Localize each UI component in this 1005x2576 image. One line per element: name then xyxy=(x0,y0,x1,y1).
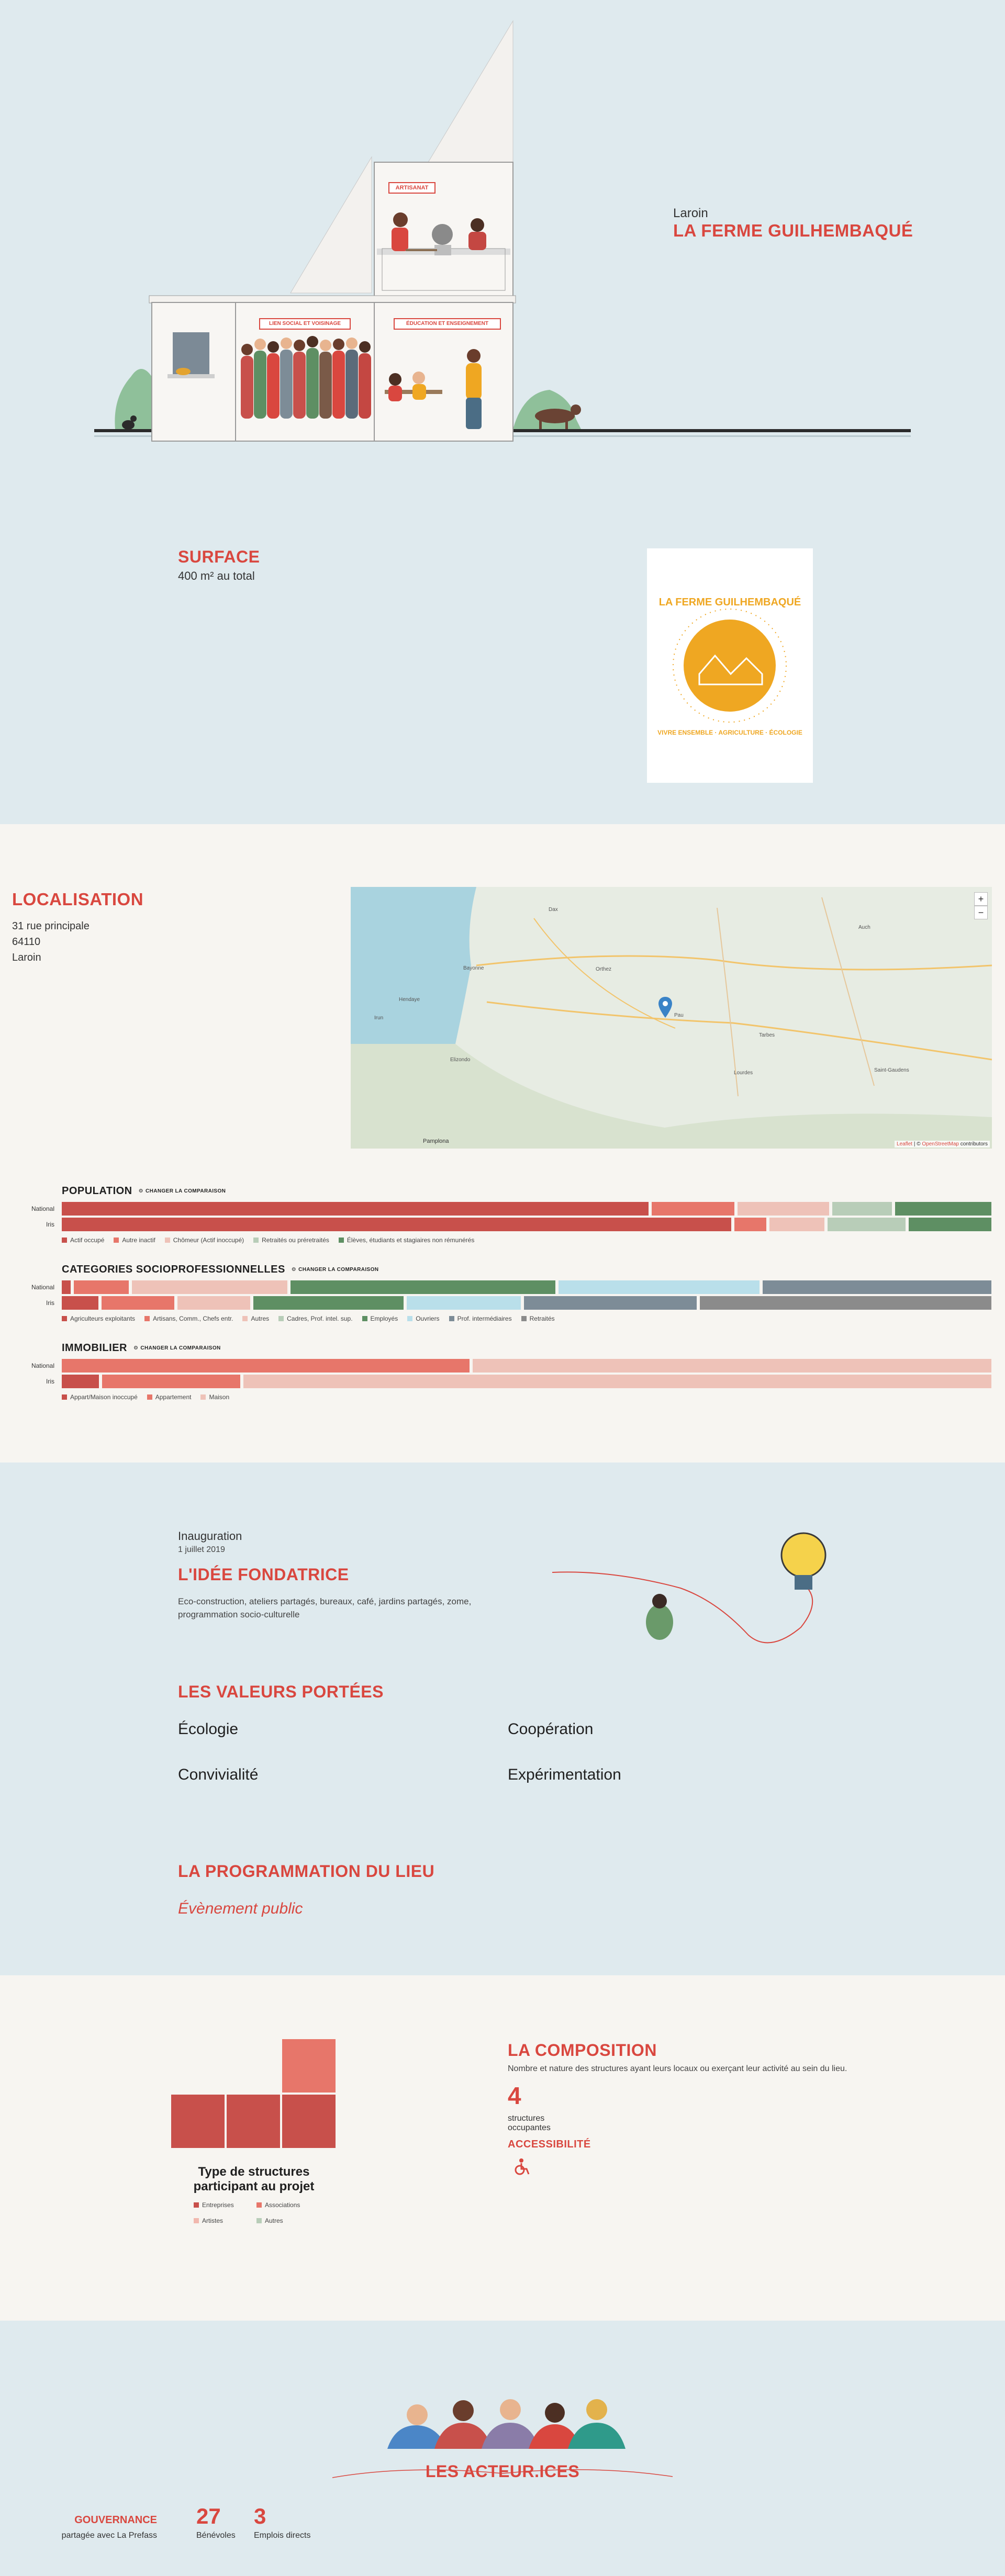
immobilier-bar-iris xyxy=(62,1375,991,1388)
csp-segment-iris-0[interactable] xyxy=(62,1296,98,1310)
map[interactable] xyxy=(351,887,992,1149)
logo-text-bottom: VIVRE ENSEMBLE · AGRICULTURE · ÉCOLOGIE xyxy=(657,729,802,736)
population-title-text: POPULATION xyxy=(62,1185,132,1197)
map-label-tarbes: Tarbes xyxy=(759,1032,775,1038)
value-cooperation: Coopération xyxy=(508,1720,594,1738)
legend-swatch xyxy=(194,2218,199,2223)
immobilier-segment-iris-0[interactable] xyxy=(62,1375,99,1388)
population-change-comparison-button[interactable]: ⚙ CHANGER LA COMPARAISON xyxy=(138,1188,226,1194)
csp-segment-iris-7[interactable] xyxy=(700,1296,991,1310)
csp-segment-national-4[interactable] xyxy=(291,1280,555,1294)
population-row-label-national: National xyxy=(31,1205,54,1212)
csp-legend-item: Cadres, Prof. intel. sup. xyxy=(278,1315,352,1322)
csp-title-text: CATEGORIES SOCIOPROFESSIONNELLES xyxy=(62,1264,285,1275)
address-line-postcode: 64110 xyxy=(12,936,41,948)
csp-legend-item: Ouvriers xyxy=(407,1315,439,1322)
legend-swatch xyxy=(194,2202,199,2208)
map-label-pau: Pau xyxy=(674,1013,684,1018)
csp-legend-item: Agriculteurs exploitants xyxy=(62,1315,135,1322)
csp-segment-national-5[interactable] xyxy=(559,1280,760,1294)
map-label-saint-gaudens: Saint-Gaudens xyxy=(874,1067,909,1073)
population-legend-item: Autre inactif xyxy=(114,1236,155,1244)
csp-segment-iris-4[interactable] xyxy=(253,1296,404,1310)
immobilier-legend-item: Maison xyxy=(200,1393,229,1401)
idea-section xyxy=(0,1463,1005,1975)
immobilier-segment-iris-2[interactable] xyxy=(243,1375,991,1388)
immobilier-legend xyxy=(62,1393,229,1401)
population-row-label-iris: Iris xyxy=(46,1221,54,1228)
actors-illustration xyxy=(385,2378,626,2449)
population-legend-item: Élèves, étudiants et stagiaires non rémunérés xyxy=(339,1236,474,1244)
csp-legend-item: Artisans, Comm., Chefs entr. xyxy=(144,1315,233,1322)
population-bar-iris xyxy=(62,1218,991,1231)
population-segment-national-4[interactable] xyxy=(895,1202,991,1216)
sign-education: ÉDUCATION ET ENSEIGNEMENT xyxy=(394,318,501,330)
csp-segment-iris-1[interactable] xyxy=(102,1296,174,1310)
map-tiles xyxy=(351,887,992,1149)
benevoles-count: 27 xyxy=(196,2504,221,2528)
csp-legend-item: Prof. intermédiaires xyxy=(449,1315,512,1322)
address-line-street: 31 rue principale xyxy=(12,920,90,932)
population-bar-national xyxy=(62,1202,991,1216)
map-label-orthez: Orthez xyxy=(596,966,612,972)
csp-segment-iris-5[interactable] xyxy=(407,1296,521,1310)
legend-swatch xyxy=(242,1316,248,1321)
immobilier-segment-iris-1[interactable] xyxy=(102,1375,241,1388)
population-segment-national-1[interactable] xyxy=(652,1202,734,1216)
legend-swatch xyxy=(147,1394,152,1400)
map-label-dax: Dax xyxy=(549,907,558,913)
csp-segment-national-1[interactable] xyxy=(74,1280,129,1294)
governance-label: GOUVERNANCE xyxy=(74,2514,157,2526)
population-segment-national-2[interactable] xyxy=(738,1202,829,1216)
legend-swatch xyxy=(521,1316,527,1321)
localisation-title: LOCALISATION xyxy=(12,890,144,909)
programmation-item: Évènement public xyxy=(178,1900,303,1917)
leaflet-link[interactable]: Leaflet xyxy=(897,1141,913,1147)
csp-legend xyxy=(62,1315,555,1322)
zoom-in-button[interactable]: + xyxy=(974,892,988,906)
map-label-irun: Irun xyxy=(374,1015,384,1021)
population-segment-iris-3[interactable] xyxy=(828,1218,906,1231)
surface-value: 400 m² au total xyxy=(178,569,255,582)
hero-section xyxy=(0,0,1005,824)
immobilier-row-label-national: National xyxy=(31,1362,54,1369)
map-label-lourdes: Lourdes xyxy=(734,1070,753,1076)
legend-swatch xyxy=(256,2218,262,2223)
location-marker-icon[interactable] xyxy=(658,997,672,1018)
csp-change-comparison-button[interactable]: ⚙ CHANGER LA COMPARAISON xyxy=(291,1267,379,1273)
waffle-cell-entreprises xyxy=(226,2094,281,2149)
csp-row-label-iris: Iris xyxy=(46,1299,54,1307)
actors-title: LES ACTEUR.ICES xyxy=(425,2462,580,2481)
population-legend-item: Actif occupé xyxy=(62,1236,104,1244)
population-title xyxy=(62,1185,226,1197)
building-illustration xyxy=(0,0,1005,824)
map-attribution: Leaflet | © OpenStreetMap contributors xyxy=(895,1141,990,1148)
legend-swatch xyxy=(200,1394,206,1400)
zoom-out-button[interactable]: − xyxy=(974,906,988,919)
legend-swatch xyxy=(144,1316,150,1321)
value-convivialite: Convivialité xyxy=(178,1766,259,1783)
population-segment-iris-1[interactable] xyxy=(734,1218,766,1231)
population-segment-national-3[interactable] xyxy=(832,1202,892,1216)
legend-swatch xyxy=(339,1238,344,1243)
idea-description: Eco-construction, ateliers partagés, bureaux, café, jardins partagés, zome, programmation socio-culturelle xyxy=(178,1596,472,1619)
waffle-legend-item: Associations xyxy=(256,2201,319,2209)
map-label-bayonne: Bayonne xyxy=(463,965,484,971)
legend-swatch xyxy=(62,1316,67,1321)
immobilier-segment-national-2[interactable] xyxy=(473,1359,991,1373)
waffle-cell-entreprises xyxy=(170,2094,226,2149)
csp-title xyxy=(62,1264,378,1276)
csp-segment-national-6[interactable] xyxy=(763,1280,991,1294)
structures-waffle-chart xyxy=(170,2038,338,2153)
place-title: LA FERME GUILHEMBAQUÉ xyxy=(673,221,913,240)
csp-legend-item: Autres xyxy=(242,1315,269,1322)
address-line-city: Laroin xyxy=(12,952,41,963)
csp-bar-iris xyxy=(62,1296,991,1310)
legend-swatch xyxy=(62,1238,67,1243)
logo-card xyxy=(647,548,813,783)
surface-label: SURFACE xyxy=(178,547,260,566)
settings-icon: ⚙ xyxy=(138,1188,144,1194)
population-segment-iris-2[interactable] xyxy=(769,1218,824,1231)
csp-segment-national-0[interactable] xyxy=(62,1280,71,1294)
csp-bar-national xyxy=(62,1280,991,1294)
composition-section xyxy=(0,1975,1005,2321)
map-label-pamplona: Pamplona xyxy=(423,1138,449,1144)
immobilier-title-text: IMMOBILIER xyxy=(62,1342,127,1354)
immobilier-legend-item: Appart/Maison inoccupé xyxy=(62,1393,138,1401)
waffle-legend-item: Entreprises xyxy=(194,2201,256,2209)
address-block xyxy=(12,918,90,965)
emplois-count: 3 xyxy=(254,2504,266,2528)
immobilier-segment-national-1[interactable] xyxy=(62,1359,470,1373)
values-title: LES VALEURS PORTÉES xyxy=(178,1682,384,1701)
map-label-elizondo: Elizondo xyxy=(450,1057,471,1063)
legend-swatch xyxy=(362,1316,367,1321)
csp-segment-iris-6[interactable] xyxy=(524,1296,697,1310)
csp-segment-iris-2[interactable] xyxy=(177,1296,250,1310)
population-legend xyxy=(62,1236,474,1244)
legend-swatch xyxy=(256,2202,262,2208)
composition-subtitle: Nombre et nature des structures ayant leurs locaux ou exerçant leur activité au sein du lieu. xyxy=(508,2064,847,2073)
map-label-auch: Auch xyxy=(858,925,870,930)
population-legend-item: Chômeur (Actif inoccupé) xyxy=(165,1236,244,1244)
accessibility-title: ACCESSIBILITÉ xyxy=(508,2139,591,2150)
settings-icon: ⚙ xyxy=(291,1267,297,1273)
sign-artisanat: ARTISANAT xyxy=(388,182,436,194)
localisation-section xyxy=(0,824,1005,1463)
logo-text-top: LA FERME GUILHEMBAQUÉ xyxy=(658,597,801,608)
osm-link[interactable]: OpenStreetMap xyxy=(922,1141,959,1147)
legend-swatch xyxy=(253,1238,259,1243)
csp-row-label-national: National xyxy=(31,1284,54,1291)
waffle-legend-item: Autres xyxy=(256,2217,319,2224)
emplois-label: Emplois directs xyxy=(254,2531,311,2540)
population-segment-iris-4[interactable] xyxy=(909,1218,991,1231)
immobilier-row-label-iris: Iris xyxy=(46,1378,54,1385)
structures-count-label: structures occupantes xyxy=(508,2114,551,2132)
legend-swatch xyxy=(114,1238,119,1243)
legend-swatch xyxy=(449,1316,454,1321)
structures-count: 4 xyxy=(508,2082,521,2109)
value-experimentation: Expérimentation xyxy=(508,1766,621,1783)
programmation-title: LA PROGRAMMATION DU LIEU xyxy=(178,1862,435,1881)
immobilier-change-comparison-button[interactable]: ⚙ CHANGER LA COMPARAISON xyxy=(133,1345,221,1351)
csp-legend-item: Retraités xyxy=(521,1315,555,1322)
csp-segment-national-2[interactable] xyxy=(132,1280,287,1294)
wheelchair-icon xyxy=(513,2157,531,2175)
ferme-logo xyxy=(647,548,813,783)
composition-title: LA COMPOSITION xyxy=(508,2041,657,2060)
inauguration-label: Inauguration xyxy=(178,1529,242,1543)
waffle-chart-title: Type de structures participant au projet xyxy=(193,2165,315,2193)
csp-legend-item: Employés xyxy=(362,1315,398,1322)
legend-swatch xyxy=(62,1394,67,1400)
actors-section xyxy=(0,2321,1005,2576)
waffle-cell-associations xyxy=(281,2038,337,2094)
sign-lien-social: LIEN SOCIAL ET VOISINAGE xyxy=(259,318,351,330)
waffle-legend xyxy=(194,2201,319,2224)
immobilier-legend-item: Appartement xyxy=(147,1393,192,1401)
idea-title: L'IDÉE FONDATRICE xyxy=(178,1565,349,1584)
population-segment-iris-0[interactable] xyxy=(62,1218,731,1231)
legend-swatch xyxy=(165,1238,170,1243)
town-name: Laroin xyxy=(673,206,708,220)
lightbulb-illustration xyxy=(550,1523,843,1648)
population-legend-item: Retraités ou préretraités xyxy=(253,1236,329,1244)
waffle-legend-item: Artistes xyxy=(194,2217,256,2224)
governance-value: partagée avec La Prefass xyxy=(61,2531,157,2540)
population-segment-national-0[interactable] xyxy=(62,1202,649,1216)
legend-swatch xyxy=(278,1316,284,1321)
benevoles-label: Bénévoles xyxy=(196,2531,236,2540)
immobilier-title xyxy=(62,1342,221,1354)
legend-swatch xyxy=(407,1316,412,1321)
inauguration-date: 1 juillet 2019 xyxy=(178,1545,225,1554)
waffle-cell-entreprises xyxy=(281,2094,337,2149)
immobilier-bar-national xyxy=(62,1359,991,1373)
value-ecologie: Écologie xyxy=(178,1720,239,1738)
map-label-hendaye: Hendaye xyxy=(399,997,420,1003)
settings-icon: ⚙ xyxy=(133,1345,139,1351)
